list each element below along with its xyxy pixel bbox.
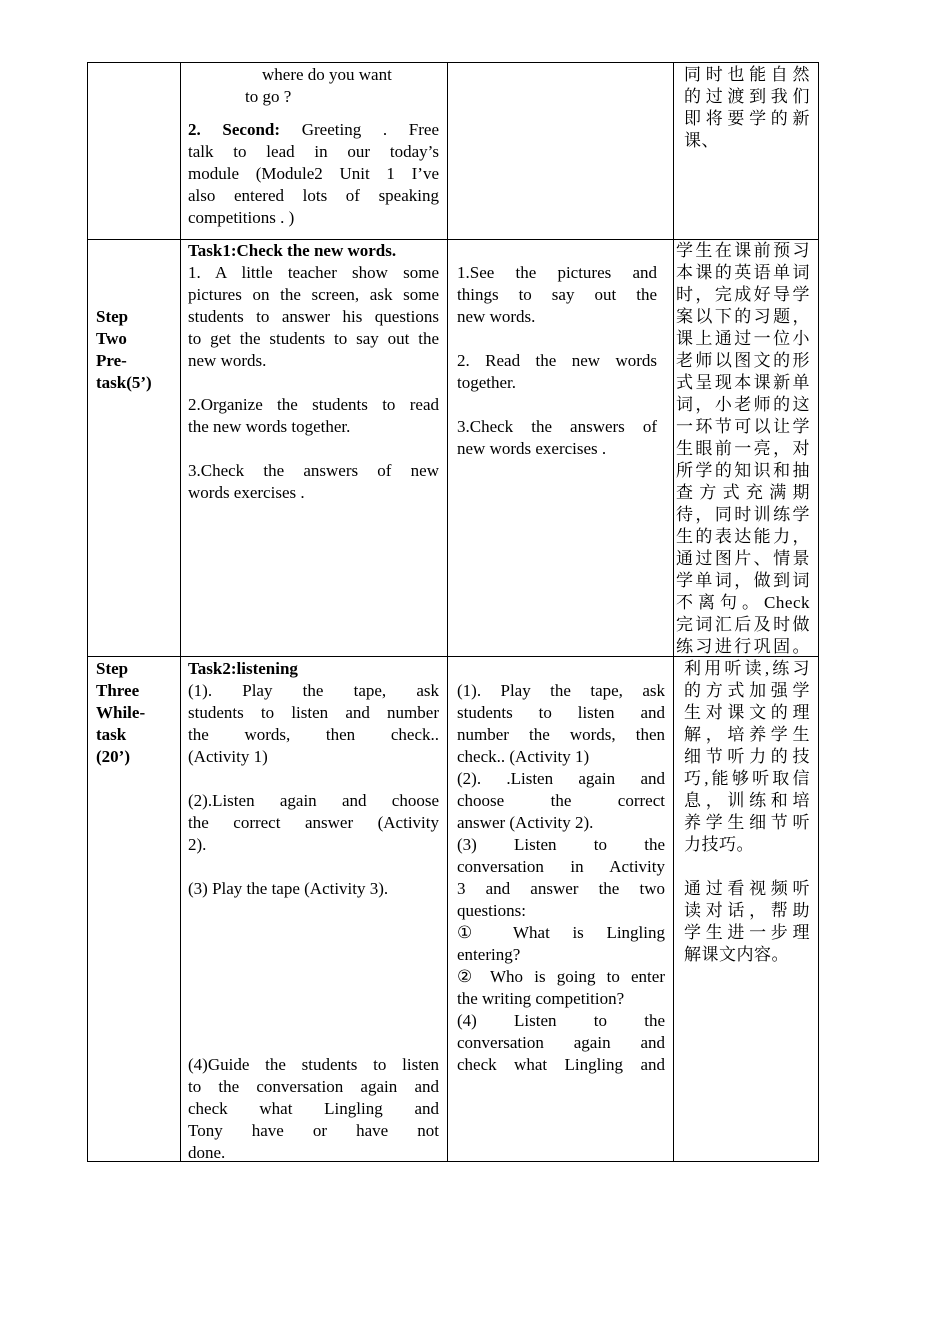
text-line: conversation again and bbox=[457, 1033, 665, 1052]
text-line bbox=[684, 856, 810, 878]
text-line: also entered lots of speaking bbox=[188, 186, 439, 205]
column-divider bbox=[673, 62, 674, 1162]
text-line: new words. bbox=[457, 307, 536, 326]
text-line bbox=[188, 119, 439, 141]
text-line: 练习进行巩固。 bbox=[676, 637, 810, 656]
text-line: 3 and answer the two bbox=[457, 879, 665, 898]
text-line: Two bbox=[96, 329, 127, 348]
column-divider bbox=[447, 62, 448, 1162]
text-line bbox=[188, 108, 439, 119]
text-line: 课、 bbox=[684, 131, 719, 150]
text-line: (2). .Listen again and bbox=[457, 769, 665, 788]
text-line bbox=[457, 328, 657, 350]
text-line: 生对课文的理 bbox=[684, 703, 810, 722]
text-line: Pre- bbox=[96, 351, 127, 370]
text-line: the correct answer (Activity bbox=[188, 813, 439, 832]
text-line: (Activity 1) bbox=[188, 747, 268, 766]
text-line: Three bbox=[96, 681, 140, 700]
row1-purpose bbox=[684, 64, 810, 152]
column-divider bbox=[180, 62, 181, 1162]
text-line: choose the correct bbox=[457, 791, 665, 810]
text-line: 词，小老师的这 bbox=[676, 395, 810, 414]
text-line: (1). Play the tape, ask bbox=[188, 681, 439, 700]
text-line: talk to lead in our today’s bbox=[188, 142, 439, 161]
text-line: check what Lingling and bbox=[457, 1055, 665, 1074]
text-line: check what Lingling and bbox=[188, 1099, 439, 1118]
text-line: 养学生细节听 bbox=[684, 813, 810, 832]
text-line: students to listen and bbox=[457, 703, 665, 722]
text-line: (2).Listen again and choose bbox=[188, 791, 439, 810]
text-line: Step bbox=[96, 307, 129, 326]
line-text: Greeting . Free bbox=[280, 120, 439, 139]
row2-teacher-activity bbox=[188, 240, 439, 504]
text-line: 1.See the pictures and bbox=[457, 263, 657, 282]
text-line: task bbox=[96, 725, 127, 744]
text-line: ② Who is going to enter bbox=[457, 967, 665, 986]
text-line: words exercises . bbox=[188, 483, 305, 502]
text-line bbox=[188, 438, 439, 460]
text-line bbox=[188, 966, 439, 988]
text-line: 即将要学的新 bbox=[684, 109, 810, 128]
text-line bbox=[188, 1010, 439, 1032]
row3-student-activity bbox=[457, 658, 665, 1076]
text-line: 学生在课前预习 bbox=[676, 241, 810, 260]
bold-lead: 2. Second: bbox=[188, 120, 281, 139]
text-line: the new words together. bbox=[188, 417, 351, 436]
row2-step-label bbox=[96, 306, 176, 394]
text-line bbox=[188, 768, 439, 790]
row3-purpose bbox=[684, 658, 810, 966]
text-line: (3) Listen to the bbox=[457, 835, 665, 854]
text-line: pictures on the screen, ask some bbox=[188, 285, 439, 304]
text-line: 待，同时训练学 bbox=[676, 505, 810, 524]
text-line bbox=[457, 240, 657, 262]
text-line: ① What is Lingling bbox=[457, 923, 665, 942]
text-line: the words, then check.. bbox=[188, 725, 439, 744]
text-line: new words. bbox=[188, 351, 267, 370]
text-line bbox=[188, 922, 439, 944]
text-line: 一环节可以让学 bbox=[676, 417, 810, 436]
text-line: Task2:listening bbox=[188, 659, 298, 678]
text-line: 老师以图文的形 bbox=[676, 351, 810, 370]
column-divider bbox=[87, 62, 88, 1162]
text-line: 读对话，帮助 bbox=[684, 901, 810, 920]
text-line: 通过图片、情景 bbox=[676, 549, 810, 568]
text-line: number the words, then bbox=[457, 725, 665, 744]
text-line: 学生进一步理 bbox=[684, 923, 810, 942]
text-line: 2. Read the new words bbox=[457, 351, 657, 370]
column-divider bbox=[818, 62, 819, 1162]
text-line: to go ? bbox=[245, 87, 292, 106]
text-line: Tony have or have not bbox=[188, 1121, 439, 1140]
text-line: While- bbox=[96, 703, 146, 722]
row2-student-activity bbox=[457, 240, 657, 460]
text-line bbox=[457, 658, 665, 680]
text-line: 细节听力的技 bbox=[684, 747, 810, 766]
text-line bbox=[188, 1032, 439, 1054]
text-line: 的过渡到我们 bbox=[684, 87, 810, 106]
text-line: answer (Activity 2). bbox=[457, 813, 594, 832]
text-line: module (Module2 Unit 1 I’ve bbox=[188, 164, 439, 183]
text-line: Step bbox=[96, 659, 129, 678]
text-line: 力技巧。 bbox=[684, 835, 754, 854]
text-line: 3.Check the answers of bbox=[457, 417, 657, 436]
text-line: where do you want bbox=[262, 65, 392, 84]
text-line: 同时也能自然 bbox=[684, 65, 810, 84]
text-line: to the conversation again and bbox=[188, 1077, 439, 1096]
text-line: Task1:Check the new words. bbox=[188, 241, 397, 260]
text-line: 生眼前一亮，对 bbox=[676, 439, 810, 458]
text-line: done. bbox=[188, 1143, 226, 1162]
text-line: 时，完成好导学 bbox=[676, 285, 810, 304]
text-line bbox=[188, 944, 439, 966]
text-line: conversation in Activity bbox=[457, 857, 665, 876]
text-line: check.. (Activity 1) bbox=[457, 747, 590, 766]
row3-teacher-activity bbox=[188, 658, 439, 1164]
text-line: competitions . ) bbox=[188, 208, 295, 227]
text-line: 巧,能够听取信 bbox=[684, 769, 810, 788]
text-line: 案以下的习题， bbox=[676, 307, 810, 326]
text-line bbox=[188, 372, 439, 394]
text-line: 2.Organize the students to read bbox=[188, 395, 439, 414]
text-line: (4)Guide the students to listen bbox=[188, 1055, 439, 1074]
text-line: 通过看视频听 bbox=[684, 879, 810, 898]
text-line: task(5’) bbox=[96, 373, 152, 392]
text-line: (3) Play the tape (Activity 3). bbox=[188, 879, 389, 898]
text-line: things to say out the bbox=[457, 285, 657, 304]
text-line: 的方式加强学 bbox=[684, 681, 810, 700]
text-line: questions: bbox=[457, 901, 526, 920]
text-line: 式呈现本课新单 bbox=[676, 373, 810, 392]
text-line: to get the students to say out the bbox=[188, 329, 439, 348]
text-line: 查方式充满期 bbox=[676, 483, 810, 502]
text-line: 学单词，做到词 bbox=[676, 571, 810, 590]
row2-purpose bbox=[676, 240, 810, 658]
text-line: 所学的知识和抽 bbox=[676, 461, 810, 480]
text-line: together. bbox=[457, 373, 517, 392]
text-line: 息，训练和培 bbox=[684, 791, 810, 810]
text-line bbox=[188, 856, 439, 878]
text-line: 课上通过一位小 bbox=[676, 329, 810, 348]
text-line: (20’) bbox=[96, 747, 130, 766]
text-line: 本课的英语单词 bbox=[676, 263, 810, 282]
text-line: entering? bbox=[457, 945, 521, 964]
text-line: the writing competition? bbox=[457, 989, 625, 1008]
text-line: students to answer his questions bbox=[188, 307, 439, 326]
row3-step-label bbox=[96, 658, 176, 768]
text-line bbox=[188, 900, 439, 922]
text-line: 生的表达能力， bbox=[676, 527, 810, 546]
text-line: 不离句。Check bbox=[676, 593, 810, 612]
text-line: (1). Play the tape, ask bbox=[457, 681, 665, 700]
text-line: 1. A little teacher show some bbox=[188, 263, 439, 282]
text-line: 利用听读,练习 bbox=[684, 659, 810, 678]
text-line: 解课文内容。 bbox=[684, 945, 789, 964]
row1-teacher-activity bbox=[188, 64, 439, 229]
text-line bbox=[188, 988, 439, 1010]
text-line: 解，培养学生 bbox=[684, 725, 810, 744]
table-border-top bbox=[87, 62, 819, 63]
text-line: (4) Listen to the bbox=[457, 1011, 665, 1030]
text-line: new words exercises . bbox=[457, 439, 607, 458]
text-line: 2). bbox=[188, 835, 207, 854]
text-line: 3.Check the answers of new bbox=[188, 461, 439, 480]
text-line bbox=[457, 394, 657, 416]
text-line: 完词汇后及时做 bbox=[676, 615, 810, 634]
text-line: students to listen and number bbox=[188, 703, 439, 722]
